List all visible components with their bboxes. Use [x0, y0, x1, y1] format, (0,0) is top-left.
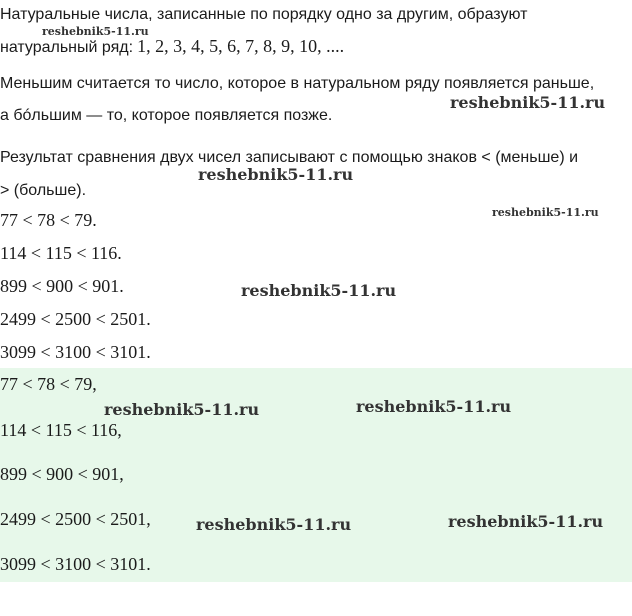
- definition-line-1: Меньшим считается то число, которое в натуральном ряду появляется раньше,: [0, 75, 595, 92]
- answer-5: 3099 < 3100 < 3101.: [0, 554, 151, 574]
- watermark: reshebnik5-11.ru: [196, 515, 352, 534]
- watermark: reshebnik5-11.ru: [492, 206, 599, 219]
- example-2: 114 < 115 < 116.: [0, 243, 122, 263]
- intro-line-2: [0, 36, 344, 57]
- answer-2: 114 < 115 < 116,: [0, 420, 122, 440]
- example-3: 899 < 900 < 901.: [0, 276, 124, 296]
- answer-3: 899 < 900 < 901,: [0, 464, 124, 484]
- watermark: reshebnik5-11.ru: [241, 281, 397, 300]
- example-4: 2499 < 2500 < 2501.: [0, 309, 151, 329]
- watermark: reshebnik5-11.ru: [42, 25, 149, 38]
- definition-line-2: а бóльшим — то, которое появляется позже.: [0, 107, 333, 124]
- answer-1: 77 < 78 < 79,: [0, 374, 97, 394]
- intro-line-1: Натуральные числа, записанные по порядку одно за другим, образуют: [0, 6, 528, 23]
- watermark: reshebnik5-11.ru: [450, 93, 606, 112]
- watermark: reshebnik5-11.ru: [198, 165, 354, 184]
- watermark: reshebnik5-11.ru: [356, 397, 512, 416]
- example-1: 77 < 78 < 79.: [0, 210, 97, 230]
- comparison-line-1: Результат сравнения двух чисел записывают с помощью знаков < (меньше) и: [0, 149, 579, 166]
- natural-series-label: натуральный ряд:: [0, 39, 134, 56]
- watermark: reshebnik5-11.ru: [448, 512, 604, 531]
- natural-series: 1, 2, 3, 4, 5, 6, 7, 8, 9, 10, ....: [137, 36, 345, 56]
- answer-4: 2499 < 2500 < 2501,: [0, 509, 151, 529]
- watermark: reshebnik5-11.ru: [104, 400, 260, 419]
- example-5: 3099 < 3100 < 3101.: [0, 342, 151, 362]
- comparison-line-2: > (больше).: [0, 182, 87, 199]
